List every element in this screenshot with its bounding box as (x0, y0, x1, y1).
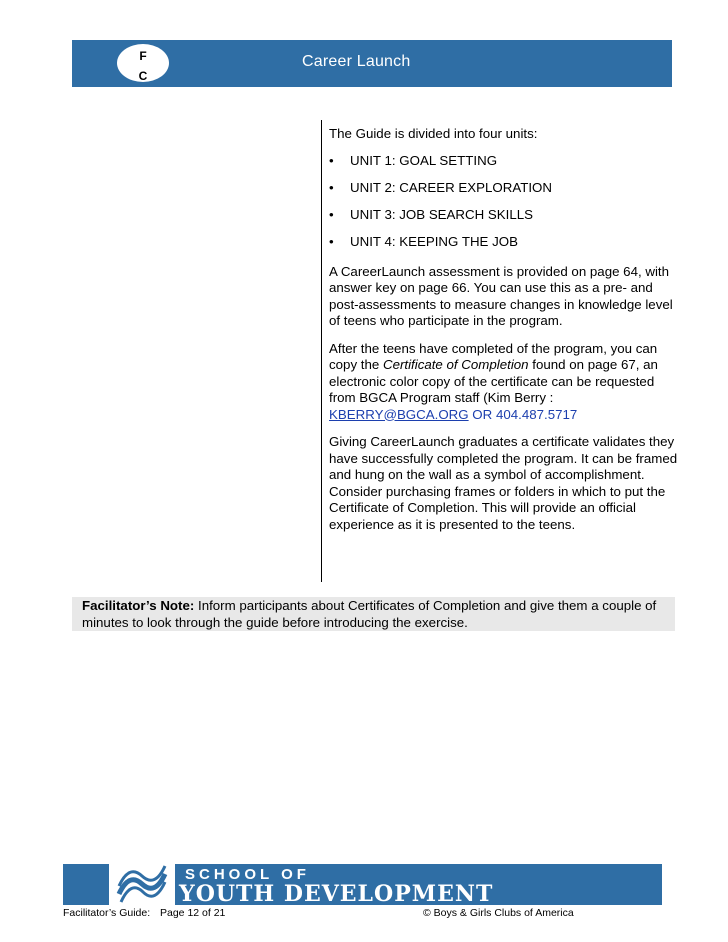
certificate-text-end: found on page 67, an electronic color copy of the certificate can be requested from BGCA Program staff (Kim Berry : (329, 357, 658, 405)
certificate-paragraph (329, 341, 681, 424)
assessment-paragraph: A CareerLaunch assessment is provided on page 64, with answer key on page 66. You can use this as a pre- and post-assessments to measure changes in knowledge level of teens who participate in the program. (329, 263, 673, 328)
graduates-paragraph: Giving CareerLaunch graduates a certificate validates they have successfully completed the program. It can be framed and hung on the wall as a symbol of accomplishment. Consider purchasing frames or folders in which to put the Certificate of Completion. This will provide an official experience as it is presented to the teens. (329, 434, 678, 532)
bullet-icon: • (329, 152, 334, 168)
footer-banner (63, 864, 662, 905)
certificate-title: Certificate of Completion (382, 357, 529, 372)
unit-list (329, 153, 681, 261)
bgca-logo (109, 864, 175, 905)
page-title: Career Launch (302, 53, 411, 70)
bullet-icon: • (329, 206, 334, 222)
note-text: Inform participants about Certificates of Completion and give them a couple of minutes to look through the guide before introducing the exercise. (82, 598, 657, 630)
badge-letter: F (139, 49, 147, 63)
list-item (329, 153, 681, 180)
certificate-text-start: After the teens have completed of the program, you can copy the (329, 340, 658, 372)
footer-school-text: SCHOOL OF (185, 866, 310, 883)
list-item (329, 180, 681, 207)
bullet-icon: • (329, 233, 334, 249)
copyright: © Boys & Girls Clubs of America (423, 907, 574, 919)
note-label: Facilitator’s Note: (82, 598, 195, 613)
footer-youth-text: YOUTH DEVELOPMENT (179, 881, 494, 907)
bullet-icon: • (329, 179, 334, 195)
list-item (329, 234, 681, 261)
header-bar (72, 40, 672, 87)
facilitator-note (72, 597, 675, 631)
unit-label: UNIT 1: GOAL SETTING (350, 152, 498, 168)
list-item (329, 207, 681, 234)
phone-number: OR 404.487.5717 (468, 406, 578, 422)
unit-label: UNIT 2: CAREER EXPLORATION (350, 179, 552, 195)
unit-label: UNIT 4: KEEPING THE JOB (350, 233, 518, 249)
email-link[interactable]: KBERRY@BGCA.ORG (329, 406, 469, 422)
footer-guide-label: Facilitator’s Guide: (63, 907, 151, 919)
bgca-logo-icon (109, 864, 175, 905)
page-number: Page 12 of 21 (160, 907, 226, 919)
badge-letter-cut: C (138, 69, 148, 82)
content-column (321, 120, 681, 582)
unit-label: UNIT 3: JOB SEARCH SKILLS (350, 206, 534, 222)
header-logo-badge (117, 44, 169, 82)
intro-text: The Guide is divided into four units: (329, 126, 538, 141)
